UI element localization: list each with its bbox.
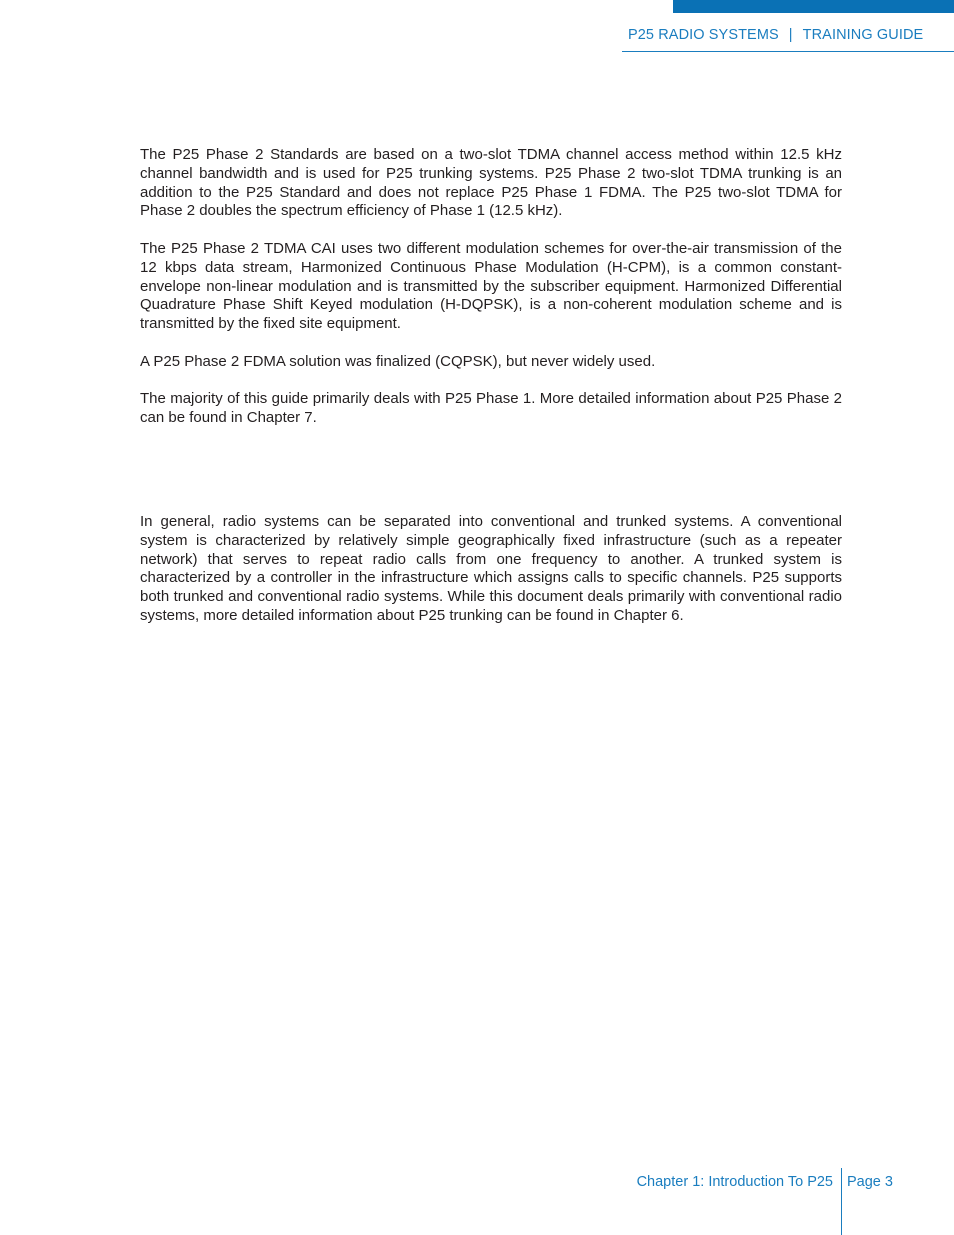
header-separator: | (788, 27, 793, 43)
section-phase2 (140, 146, 842, 447)
footer-rule (841, 1168, 842, 1235)
paragraph: The P25 Phase 2 TDMA CAI uses two different modulation schemes for over-the-air transmission of the 12 kbps data stream, Harmonized Continuous Phase Modulation (H-CPM), is a common constant-envelope non-linear modulation and is transmitted by the subscriber equipment. Harmonized Differential Quadrature Phase Shift Keyed modulation (H-DQPSK), is a non-coherent modulation scheme and is transmitted by the fixed site equipment. (140, 239, 842, 333)
paragraph: The P25 Phase 2 Standards are based on a two-slot TDMA channel access method within 12.5 kHz channel bandwidth and is used for P25 trunking systems. P25 Phase 2 two-slot TDMA trunking is an addition to the P25 Standard and does not replace P25 Phase 1 FDMA. The P25 two-slot TDMA for Phase 2 doubles the spectrum efficiency of Phase 1 (12.5 kHz). (140, 146, 842, 220)
page-number: Page 3 (847, 1174, 893, 1190)
running-header (628, 27, 923, 43)
header-title: P25 RADIO SYSTEMS (628, 27, 779, 43)
section-system-types (140, 513, 842, 645)
footer-chapter: Chapter 1: Introduction To P25 (636, 1174, 833, 1190)
header-rule (622, 51, 954, 52)
header-accent-bar (673, 0, 954, 13)
paragraph: The majority of this guide primarily deals with P25 Phase 1. More detailed information about P25 Phase 2 can be found in Chapter 7. (140, 390, 842, 427)
paragraph: A P25 Phase 2 FDMA solution was finalized (CQPSK), but never widely used. (140, 352, 656, 370)
paragraph: In general, radio systems can be separated into conventional and trunked systems. A conventional system is characterized by relatively simple geographically fixed infrastructure (such as a repeater network) that serves to repeat radio calls from one frequency to another. A trunked system is characterized by a controller in the infrastructure which assigns calls to specific channels. P25 supports both trunked and conventional radio systems. While this document deals primarily with conventional radio systems, more detailed information about P25 trunking can be found in Chapter 6. (140, 513, 842, 624)
header-subtitle: TRAINING GUIDE (802, 27, 924, 43)
